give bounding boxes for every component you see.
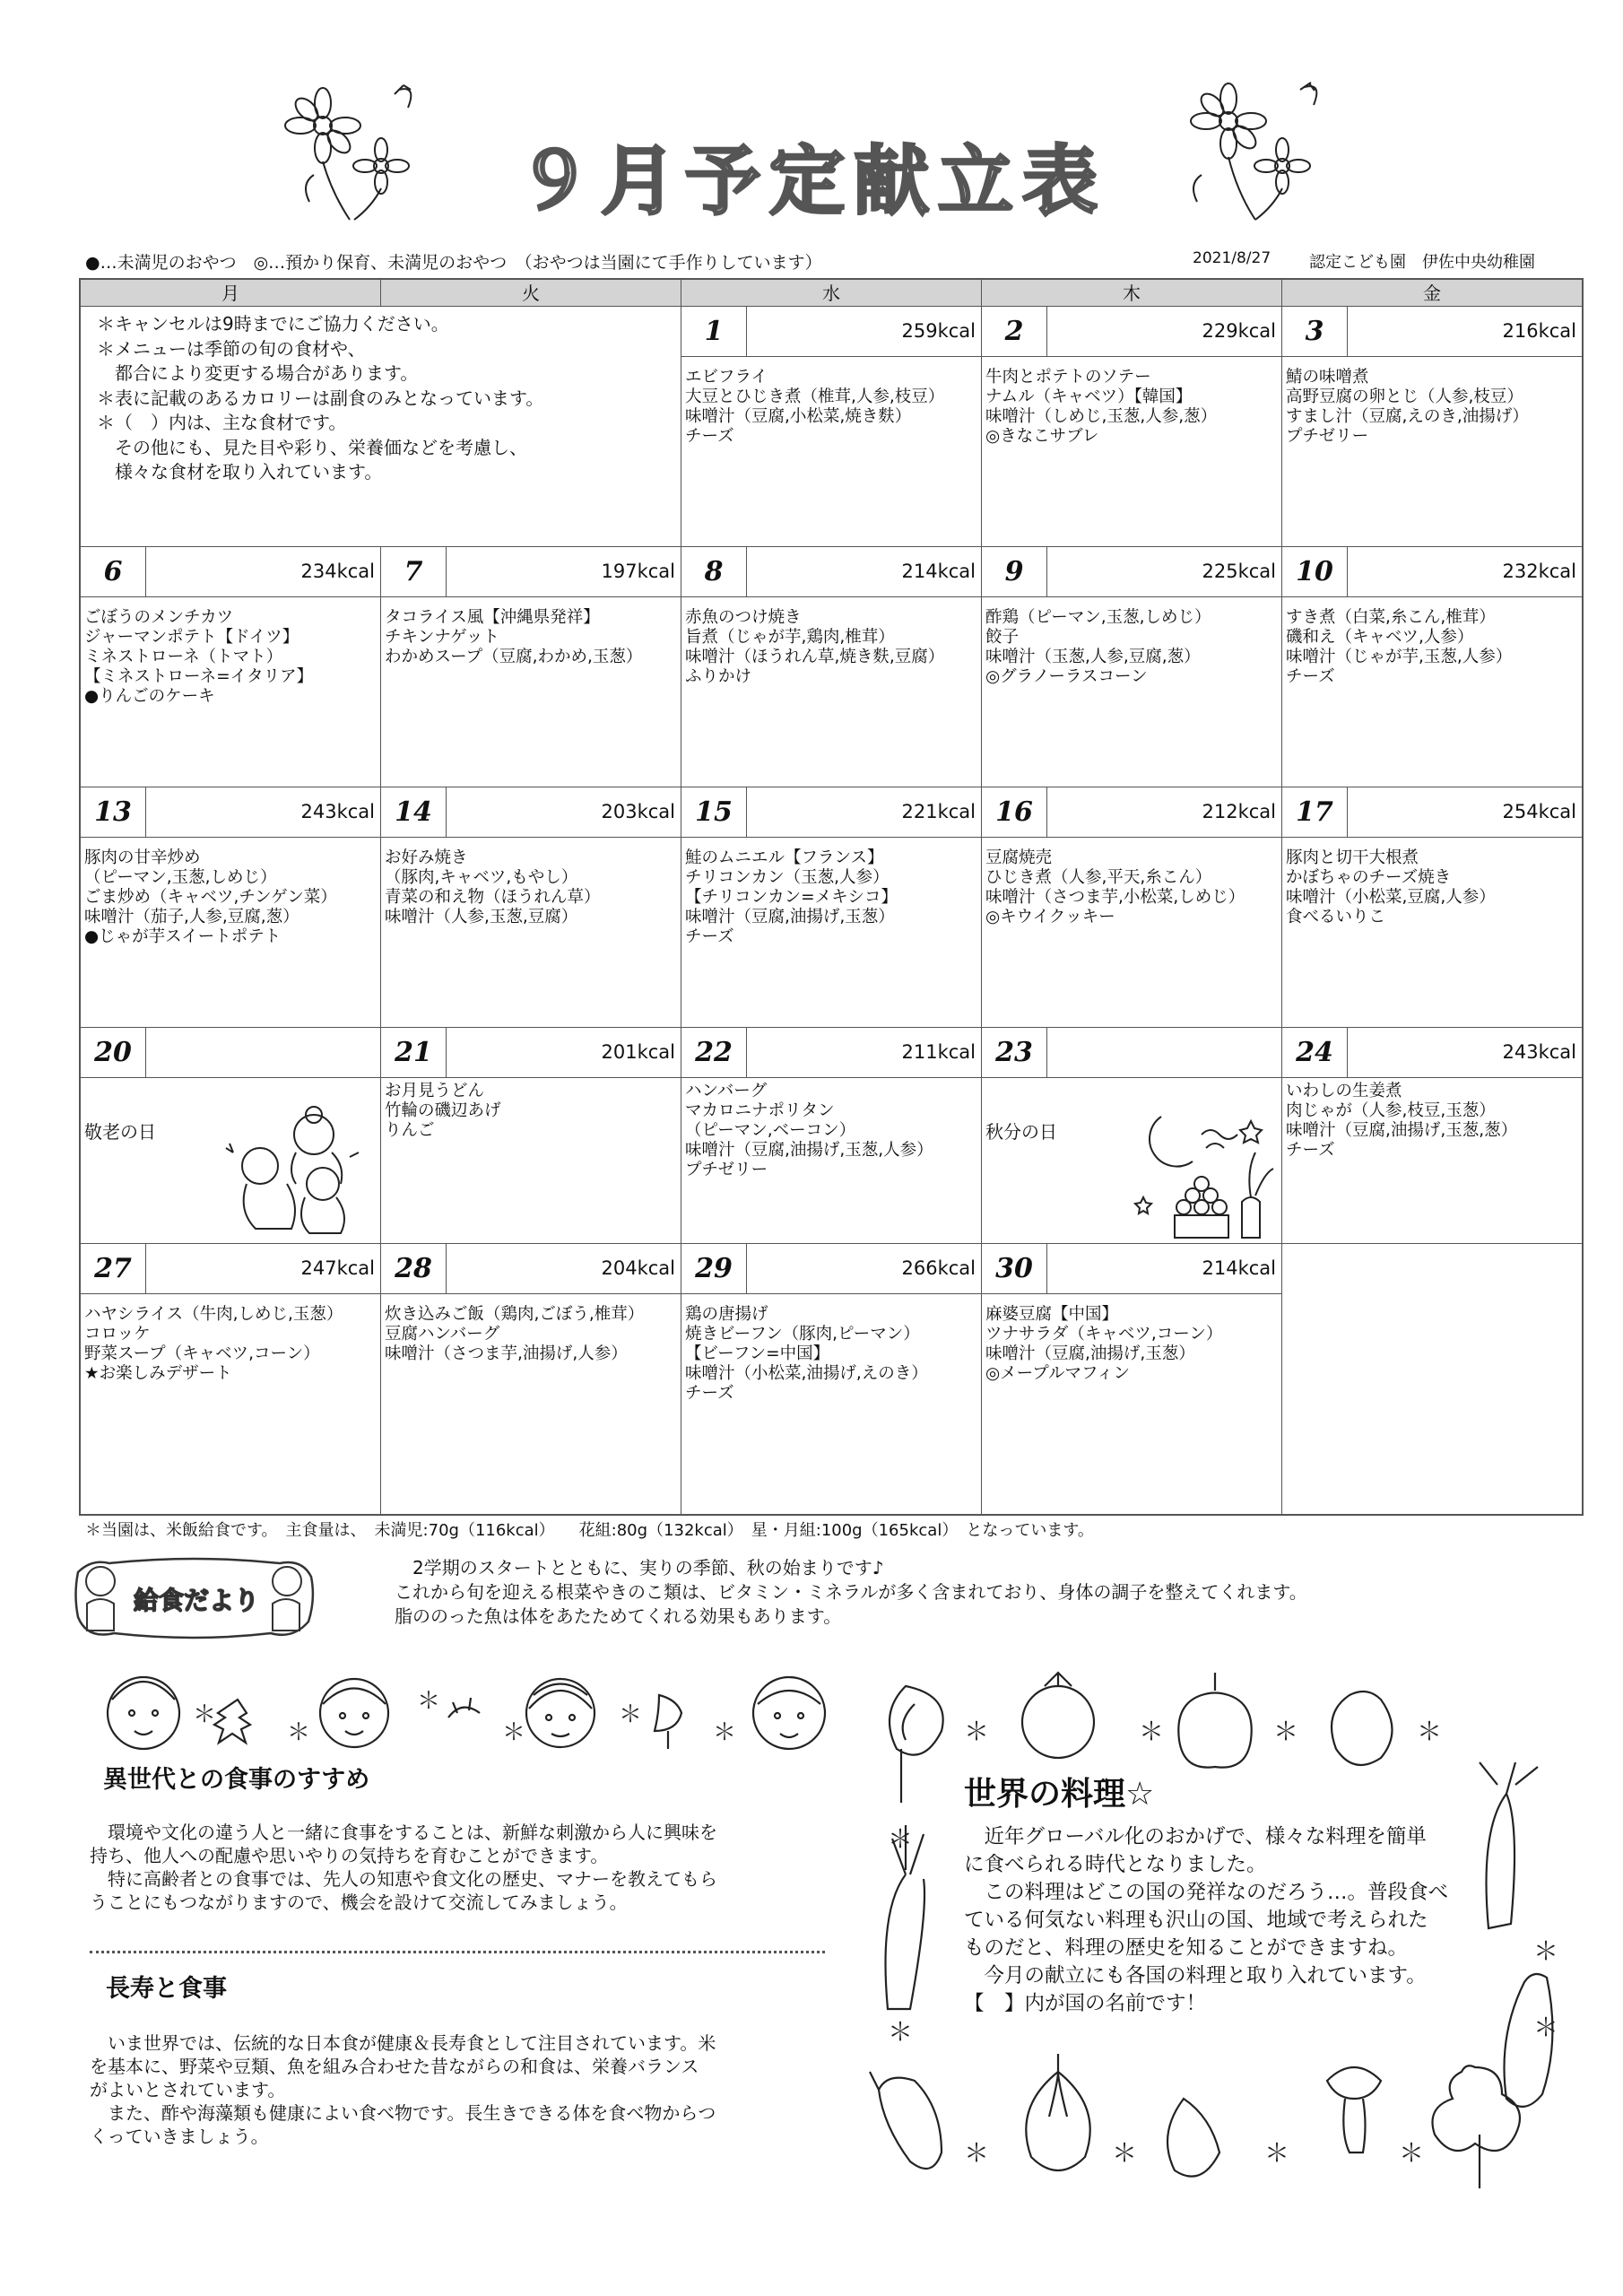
day-header: [681, 1028, 981, 1078]
day-header: [381, 787, 681, 838]
svg-text:＊: ＊: [619, 1701, 643, 1728]
grandparents-kids-illustration: [215, 1099, 368, 1246]
day-cell: [381, 1244, 681, 1514]
section-body-chouju: いま世界では、伝統的な日本食が健康＆長寿食として注目されています。米 を基本に、野菜や豆類、魚を組み合わせた昔ながらの和食は、栄養バランス がよいとされています。 また、酢や海藻類も健康によい食べ物です。長生きできる体を食べ物からつ くっていきましょう。: [90, 2032, 716, 2147]
day-number: 15: [681, 787, 747, 837]
svg-text:＊: ＊: [1273, 1717, 1299, 1746]
day-header: [1282, 547, 1582, 597]
day-cell: [1282, 1028, 1582, 1244]
day-cell: [982, 1244, 1282, 1514]
day-menu: ごぼうのメンチカツ ジャーマンポテト【ドイツ】 ミネストローネ（トマト） 【ミネストローネ=イタリア】 ●りんごのケーキ: [84, 608, 314, 706]
day-number: 3: [1282, 307, 1348, 356]
day-number: 13: [81, 787, 146, 837]
day-cell: [681, 307, 982, 547]
section-heading-chouju: 長寿と食事: [106, 1975, 227, 2003]
day-number: 8: [681, 547, 747, 596]
notes-text: ＊キャンセルは9時までにご協力ください。 ＊メニューは季節の旬の食材や、 都合により変更する場合があります。 ＊表に記載のあるカロリーは副食のみとなっています。 ＊（ ）内は、主な食材です。 その他にも、見た目や彩り、栄養価などを考慮し、 様々な食材を取り入れています。: [97, 313, 544, 483]
day-number: 28: [381, 1244, 447, 1293]
day-number: 16: [982, 787, 1047, 837]
day-header: [81, 787, 380, 838]
day-menu: 鶏の唐揚げ 焼きビーフン（豚肉,ピーマン） 【ビーフン=中国】 味噌汁（小松菜,油揚げ,えのき） チーズ: [685, 1305, 928, 1403]
day-number: 27: [81, 1244, 146, 1293]
day-cell: [81, 787, 381, 1028]
day-header: [1282, 1028, 1582, 1078]
day-kcal: 254kcal: [1502, 801, 1576, 822]
svg-text:＊: ＊: [1417, 1717, 1443, 1746]
svg-text:＊: ＊: [502, 1719, 526, 1746]
holiday-label: 敬老の日: [84, 1121, 156, 1143]
day-header: [982, 1028, 1281, 1078]
day-header: [681, 787, 981, 838]
day-kcal: 203kcal: [601, 801, 675, 822]
svg-text:＊: ＊: [1533, 1936, 1559, 1966]
svg-text:＊: ＊: [964, 1717, 990, 1746]
svg-text:＊: ＊: [1264, 2138, 1290, 2168]
menu-calendar: [79, 278, 1584, 1516]
day-kcal: 221kcal: [901, 801, 976, 822]
tayori-badge-label: 給食だより: [133, 1586, 259, 1615]
day-menu: 炊き込みご飯（鶏肉,ごぼう,椎茸） 豆腐ハンバーグ 味噌汁（さつま芋,油揚げ,人参）: [385, 1305, 645, 1363]
day-number: 2: [982, 307, 1047, 356]
day-menu: 豚肉と切干大根煮 かぼちゃのチーズ焼き 味噌汁（小松菜,豆腐,人参） 食べるいりこ: [1286, 848, 1496, 926]
day-header: [681, 547, 981, 597]
day-number: 24: [1282, 1028, 1348, 1077]
day-cell: [381, 1028, 681, 1244]
day-kcal: 212kcal: [1202, 801, 1276, 822]
day-kcal: 229kcal: [1202, 320, 1276, 342]
day-cell: [982, 547, 1282, 787]
day-kcal: 247kcal: [300, 1257, 375, 1279]
day-kcal: 266kcal: [901, 1257, 976, 1279]
day-header: [982, 547, 1281, 597]
svg-text:＊: ＊: [1112, 2138, 1138, 2168]
day-menu: タコライス風【沖縄県発祥】 チキンナゲット わかめスープ（豆腐,わかめ,玉葱）: [385, 608, 643, 666]
day-cell: [81, 547, 381, 787]
svg-text:＊: ＊: [193, 1701, 217, 1728]
weekday-header-wed: 水: [681, 280, 982, 307]
day-header: [81, 547, 380, 597]
day-cell: [681, 547, 982, 787]
day-kcal: 197kcal: [601, 561, 675, 582]
section-body-isedai: 環境や文化の違う人と一緒に食事をすることは、新鮮な刺激から人に興味を 持ち、他人への配慮や思いやりの気持ちを育むことができます。 特に高齢者との食事では、先人の知恵や食文化の歴史、マナーを教えてもら うことにもつながりますので、機会を設けて交流してみましょう。: [90, 1822, 717, 1913]
section-heading-isedai: 異世代との食事のすすめ: [103, 1766, 370, 1794]
day-kcal: 232kcal: [1502, 561, 1576, 582]
holiday-label: 秋分の日: [985, 1121, 1057, 1143]
day-number: 17: [1282, 787, 1348, 837]
svg-text:＊: ＊: [287, 1719, 311, 1746]
day-menu: 牛肉とポテトのソテー ナムル（キャベツ）【韓国】 味噌汁（しめじ,玉葱,人参,葱） ◎きなこサブレ: [985, 368, 1218, 446]
cosmos-flower-illustration-right: [1166, 76, 1336, 229]
day-menu: エビフライ 大豆とひじき煮（椎茸,人参,枝豆） 味噌汁（豆腐,小松菜,焼き麩） チーズ: [685, 368, 945, 446]
day-kcal: 243kcal: [1502, 1041, 1576, 1063]
day-kcal: 216kcal: [1502, 320, 1576, 342]
day-menu: 酢鶏（ピーマン,玉葱,しめじ） 餃子 味噌汁（玉葱,人参,豆腐,葱） ◎グラノーラスコーン: [985, 608, 1211, 686]
day-header: [81, 1028, 380, 1078]
day-cell: [1282, 547, 1582, 787]
day-header: [982, 1244, 1281, 1294]
empty-cell: [1282, 1244, 1582, 1514]
svg-text:＊: ＊: [964, 2138, 990, 2168]
day-kcal: 259kcal: [901, 320, 976, 342]
day-kcal: 243kcal: [300, 801, 375, 822]
footer-note: ＊当園は、米飯給食です。 主食量は、 未満児:70g（116kcal） 花組:80g（132kcal） 星・月組:100g（165kcal） となっています。: [85, 1521, 1094, 1540]
day-menu: 鮭のムニエル【フランス】 チリコンカン（玉葱,人参） 【チリコンカン=メキシコ】 味噌汁（豆腐,油揚げ,玉葱） チーズ: [685, 848, 898, 946]
day-number: 30: [982, 1244, 1047, 1293]
day-kcal: 214kcal: [1202, 1257, 1276, 1279]
day-cell: [681, 1028, 982, 1244]
day-menu: ハンバーグ マカロニナポリタン （ピーマン,ベーコン） 味噌汁（豆腐,油揚げ,玉葱,人参） プチゼリー: [685, 1082, 933, 1179]
tayori-intro-text: 2学期のスタートとともに、実りの季節、秋の始まりです♪ これから旬を迎える根菜やきのこ類は、ビタミン・ミネラルが多く含まれており、身体の調子を整えてくれます。 脂ののった魚は体をあたためてくれる効果もあります。: [395, 1557, 1307, 1627]
day-header: [681, 1244, 981, 1294]
day-number: 6: [81, 547, 146, 596]
day-number: 20: [81, 1028, 146, 1077]
day-number: 7: [381, 547, 447, 596]
day-kcal: 211kcal: [901, 1041, 976, 1063]
day-menu: 赤魚のつけ焼き 旨煮（じゃが芋,鶏肉,椎茸） 味噌汁（ほうれん草,焼き麩,豆腐） ふりかけ: [685, 608, 945, 686]
svg-text:＊: ＊: [1399, 2138, 1425, 2168]
svg-text:＊: ＊: [888, 2017, 914, 2047]
day-cell: [982, 307, 1282, 547]
day-number: 14: [381, 787, 447, 837]
legend-text: ●…未満児のおやつ ◎…預かり保育、未満児のおやつ （おやつは当園にて手作りしています）: [85, 253, 822, 273]
weekday-header-fri: 金: [1282, 280, 1582, 307]
issue-date: 2021/8/27: [1193, 249, 1271, 267]
day-number: 22: [681, 1028, 747, 1077]
faces-decoration-row: [94, 1664, 865, 1766]
day-number: 1: [681, 307, 747, 356]
day-menu: ハヤシライス（牛肉,しめじ,玉葱） コロッケ 野菜スープ（キャベツ,コーン） ★お楽しみデザート: [84, 1305, 343, 1383]
day-cell: [81, 1244, 381, 1514]
page-title: ９月予定献立表: [516, 137, 1107, 225]
day-kcal: 214kcal: [901, 561, 976, 582]
day-cell: [381, 547, 681, 787]
day-cell: [681, 787, 982, 1028]
day-header: [982, 307, 1281, 357]
day-menu: お好み焼き （豚肉,キャベツ,もやし） 青菜の和え物（ほうれん草） 味噌汁（人参,玉葱,豆腐）: [385, 848, 601, 926]
day-menu: いわしの生姜煮 肉じゃが（人参,枝豆,玉葱） 味噌汁（豆腐,油揚げ,玉葱,葱） チーズ: [1286, 1082, 1518, 1160]
day-kcal: 204kcal: [601, 1257, 675, 1279]
weekday-header-mon: 月: [81, 280, 381, 307]
day-header: [1282, 787, 1582, 838]
day-kcal: 234kcal: [300, 561, 375, 582]
day-header: [81, 1244, 380, 1294]
day-menu: すき煮（白菜,糸こん,椎茸） 磯和え（キャベツ,人参） 味噌汁（じゃが芋,玉葱,人参） チーズ: [1286, 608, 1513, 686]
svg-text:＊: ＊: [888, 1824, 914, 1854]
school-name: 認定こども園 伊佐中央幼稚園: [1309, 253, 1535, 272]
day-kcal: 225kcal: [1202, 561, 1276, 582]
day-header: [381, 1028, 681, 1078]
day-cell: [982, 787, 1282, 1028]
day-number: 21: [381, 1028, 447, 1077]
kyushoku-dayori-badge: [74, 1554, 316, 1642]
day-number: 23: [982, 1028, 1047, 1077]
day-menu: 麻婆豆腐【中国】 ツナサラダ（キャベツ,コーン） 味噌汁（豆腐,油揚げ,玉葱） ◎メープルマフィン: [985, 1305, 1223, 1383]
section-divider: [90, 1951, 825, 1953]
day-menu: お月見うどん 竹輪の磯辺あげ りんご: [385, 1082, 501, 1140]
svg-text:＊: ＊: [1139, 1717, 1165, 1746]
day-header: [1282, 307, 1582, 357]
day-menu: 豆腐焼売 ひじき煮（人参,平天,糸こん） 味噌汁（さつま芋,小松菜,しめじ） ◎キウイクッキー: [985, 848, 1245, 926]
day-number: 29: [681, 1244, 747, 1293]
day-menu: 豚肉の甘辛炒め （ピーマン,玉葱,しめじ） ごま炒め（キャベツ,チンゲン菜） 味噌汁（茄子,人参,豆腐,葱） ●じゃが芋スイートポテト: [84, 848, 337, 946]
day-cell: [381, 787, 681, 1028]
day-number: 10: [1282, 547, 1348, 596]
day-header: [681, 307, 981, 357]
svg-text:＊: ＊: [1533, 2013, 1559, 2042]
day-header: [381, 1244, 681, 1294]
day-header: [982, 787, 1281, 838]
day-kcal: 201kcal: [601, 1041, 675, 1063]
weekday-header-thu: 木: [982, 280, 1282, 307]
day-header: [381, 547, 681, 597]
notes-cell: [81, 307, 681, 547]
weekday-header-tue: 火: [381, 280, 681, 307]
svg-text:＊: ＊: [713, 1719, 737, 1746]
moon-viewing-illustration: [1125, 1099, 1278, 1246]
day-cell: [1282, 307, 1582, 547]
day-menu: 鯖の味噌煮 高野豆腐の卵とじ（人参,枝豆） すまし汁（豆腐,えのき,油揚げ） プチゼリー: [1286, 368, 1529, 446]
svg-text:＊: ＊: [417, 1688, 441, 1715]
section-body-sekai: 近年グローバル化のおかげで、様々な料理を簡単 に食べられる時代となりました。 この料理はどこの国の発祥なのだろう…。普段食べ ている何気ない料理も沢山の国、地域で考えられた ものだと、料理の歴史を知ることができますね。 今月の献立にも各国の料理と取り入れています。 【 】内が国の名前です！: [964, 1825, 1449, 2015]
day-cell: [681, 1244, 982, 1514]
day-number: 9: [982, 547, 1047, 596]
day-cell: [1282, 787, 1582, 1028]
section-heading-sekai: 世界の料理☆: [964, 1776, 1155, 1813]
